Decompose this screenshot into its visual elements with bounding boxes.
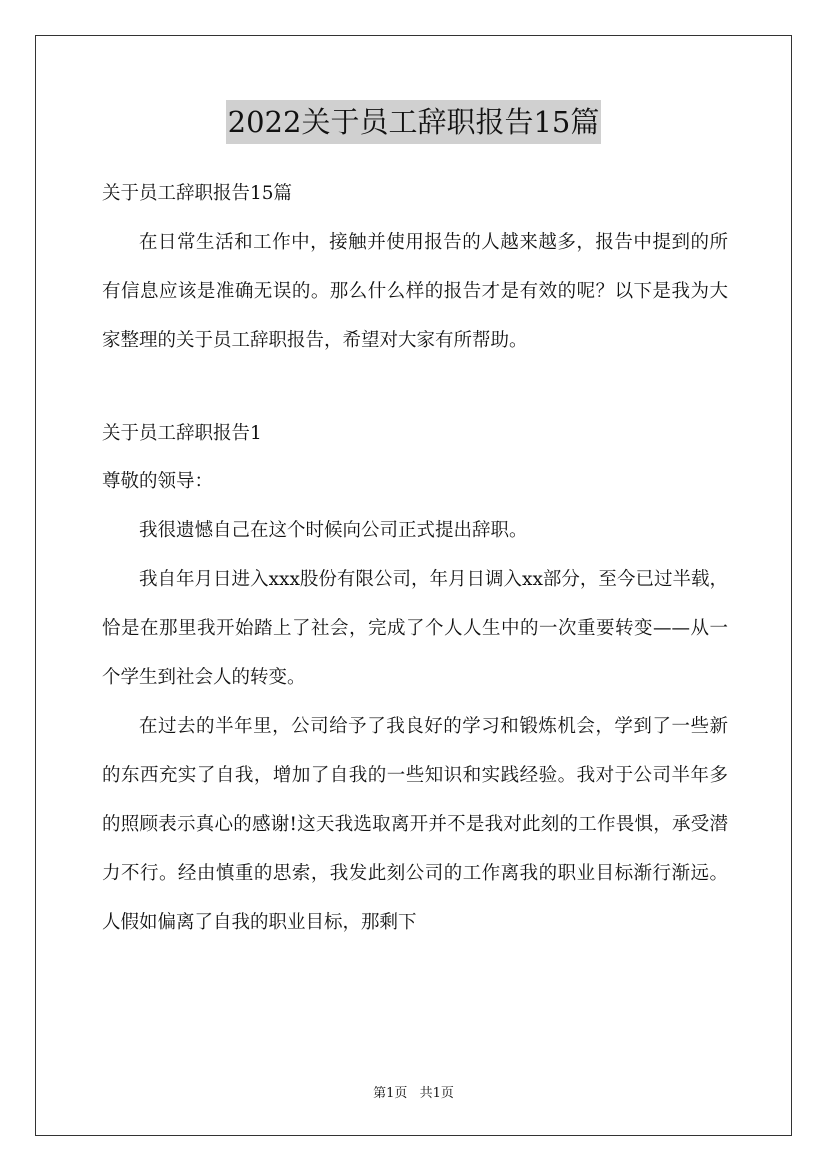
title-wrap: [0, 100, 827, 144]
page-number: 第1页: [373, 1086, 408, 1101]
body-paragraph: 我自年月日进入xxx股份有限公司，年月日调入xx部分，至今已过半载，恰是在那里我开始踏上了社会，完成了个人人生中的一次重要转变——从一个学生到社会人的转变。: [102, 569, 728, 688]
document-subtitle: 关于员工辞职报告15篇: [102, 183, 293, 204]
document-body: [102, 170, 728, 947]
section-gap: [102, 365, 728, 410]
body-paragraph: 在过去的半年里，公司给予了我良好的学习和锻炼机会，学到了一些新的东西充实了自我，增加了自我的一些知识和实践经验。我对于公司半年多的照顾表示真心的感谢!这天我选取离开并不是我对此刻的工作畏惧，承受潜力不行。经由慎重的思索，我发此刻公司的工作离我的职业目标渐行渐远。人假如偏离了自我的职业目标，那剩下: [102, 716, 728, 933]
document-title: 2022关于员工辞职报告15篇: [226, 100, 602, 144]
section-heading: 关于员工辞职报告1: [102, 423, 262, 444]
body-paragraph: 我很遗憾自己在这个时候向公司正式提出辞职。: [139, 520, 528, 541]
salutation: 尊敬的领导：: [102, 471, 214, 492]
page-footer: [0, 1082, 827, 1101]
page-total: 共1页: [419, 1086, 454, 1101]
intro-paragraph: 在日常生活和工作中，接触并使用报告的人越来越多，报告中提到的所有信息应该是准确无误的。那么什么样的报告才是有效的呢？以下是我为大家整理的关于员工辞职报告，希望对大家有所帮助。: [102, 232, 728, 351]
